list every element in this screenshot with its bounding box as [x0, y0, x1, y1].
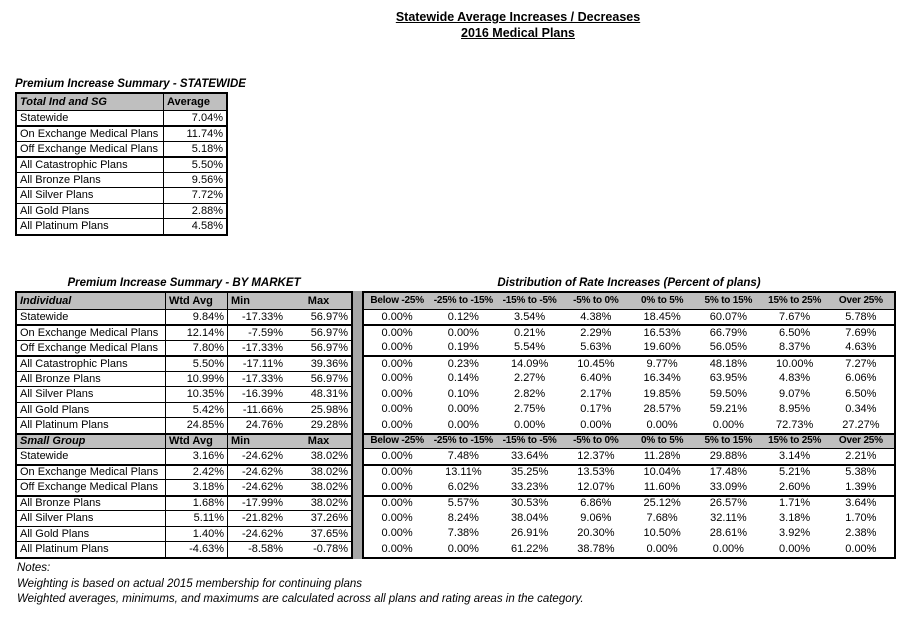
table-row — [17, 541, 351, 557]
row-label: All Gold Plans — [20, 403, 90, 416]
average-cell: Average — [163, 94, 226, 110]
dist-cell: 0.23% — [447, 357, 479, 370]
dist-cell: 27.27% — [842, 418, 880, 431]
dist-cell: 16.53% — [643, 326, 681, 339]
dist-cell: 0.10% — [447, 387, 479, 400]
dist-cell: 5% to 15% — [704, 435, 753, 447]
dist-cell: 7.67% — [779, 310, 811, 323]
dist-cell: 3.14% — [779, 450, 811, 463]
dist-cell: 0.00% — [381, 527, 413, 540]
dist-cell: 6.40% — [580, 372, 612, 385]
table-row — [17, 94, 226, 110]
dist-cell: 0.00% — [381, 466, 413, 479]
table-divider-strip — [353, 291, 362, 559]
dist-cell: -15% to -5% — [502, 294, 557, 306]
dist-cell: 10.04% — [643, 466, 681, 479]
dist-cell: 8.37% — [779, 341, 811, 354]
dist-cell: 0.14% — [447, 372, 479, 385]
row-label: All Catastrophic Plans — [20, 357, 128, 370]
table-row — [17, 526, 351, 542]
table-row — [17, 495, 351, 511]
dist-cell: -5% to 0% — [573, 435, 619, 447]
dist-cell: 0.00% — [381, 310, 413, 323]
wtd-avg-cell: 5.42% — [165, 403, 227, 418]
market-summary-caption: Premium Increase Summary - BY MARKET — [67, 277, 301, 289]
statewide-summary-caption: Premium Increase Summary - STATEWIDE — [15, 78, 246, 90]
dist-cell: 35.25% — [510, 466, 549, 479]
notes-line2: Weighted averages, minimums, and maximums are calculated across all plans and rating areas in the category. — [17, 593, 584, 605]
dist-cell: 0.00% — [381, 511, 413, 524]
table-row — [364, 340, 894, 356]
dist-cell: 0.00% — [381, 341, 413, 354]
row-label: On Exchange Medical Plans — [20, 466, 159, 479]
min-cell: -17.11% — [227, 357, 286, 371]
max-cell: -0.78% — [313, 543, 348, 556]
dist-cell: 7.27% — [845, 357, 877, 370]
max-cell: 56.97% — [310, 326, 348, 339]
max-cell: 37.26% — [310, 512, 348, 525]
dist-cell: 0.00% — [381, 403, 413, 416]
row-label: On Exchange Medical Plans — [20, 127, 159, 140]
min-cell: -17.33% — [227, 341, 286, 356]
dist-cell: 56.05% — [709, 341, 748, 354]
dist-cell: 48.18% — [709, 357, 748, 370]
distribution-caption: Distribution of Rate Increases (Percent of plans) — [497, 277, 761, 289]
max-cell: 39.36% — [310, 357, 348, 370]
row-label: Statewide — [20, 450, 69, 463]
dist-cell: 3.18% — [779, 511, 811, 524]
table-row — [364, 293, 894, 309]
dist-cell: 60.07% — [709, 310, 748, 323]
table-row — [364, 448, 894, 464]
table-row — [364, 526, 894, 542]
table-row — [364, 510, 894, 526]
dist-cell: 0.00% — [381, 450, 413, 463]
dist-cell: 13.53% — [577, 466, 615, 479]
dist-cell: Over 25% — [838, 294, 883, 306]
dist-cell: 1.71% — [779, 497, 811, 510]
dist-cell: 10.45% — [577, 357, 615, 370]
dist-cell: -15% to -5% — [502, 435, 557, 447]
dist-cell: 1.39% — [845, 480, 877, 493]
dist-cell: 9.07% — [779, 387, 811, 400]
table-row — [364, 541, 894, 557]
dist-cell: Over 25% — [838, 435, 883, 447]
dist-cell: 0.00% — [381, 372, 413, 385]
dist-cell: 0.00% — [447, 418, 479, 431]
notes-line1: Weighting is based on actual 2015 membership for continuing plans — [17, 577, 362, 590]
average-cell: 4.58% — [163, 219, 226, 234]
row-label: All Platinum Plans — [20, 419, 109, 432]
min-cell: 24.76% — [227, 418, 286, 433]
dist-cell: 17.48% — [709, 466, 748, 479]
distribution-column — [362, 276, 896, 559]
row-label: All Silver Plans — [20, 512, 94, 525]
table-row — [17, 125, 226, 141]
min-cell: Min — [227, 435, 286, 449]
table-row — [17, 309, 351, 325]
dist-cell: 0.00% — [712, 542, 744, 555]
row-label: All Bronze Plans — [20, 372, 101, 385]
dist-cell: 11.28% — [643, 450, 681, 463]
min-cell: -24.62% — [227, 480, 286, 495]
average-cell: 7.72% — [163, 188, 226, 203]
dist-cell: 28.61% — [709, 527, 748, 540]
table-row — [364, 495, 894, 511]
dist-cell: 5.57% — [447, 497, 479, 510]
dist-cell: 9.77% — [646, 357, 678, 370]
dist-cell: 15% to 25% — [768, 294, 822, 306]
min-cell: -21.82% — [227, 511, 286, 526]
dist-cell: 18.45% — [643, 310, 681, 323]
wtd-avg-cell: 3.18% — [165, 480, 227, 495]
dist-cell: Below -25% — [370, 294, 424, 306]
by-market-section — [15, 276, 896, 559]
notes-block — [17, 561, 584, 608]
dist-cell: 0.00% — [381, 326, 413, 339]
row-label: All Gold Plans — [20, 527, 90, 540]
notes-heading: Notes: — [17, 562, 51, 574]
dist-cell: 0.00% — [381, 357, 413, 370]
dist-cell: 26.57% — [709, 497, 748, 510]
dist-cell: 59.50% — [709, 387, 748, 400]
report-title — [0, 9, 900, 41]
dist-cell: 0.00% — [779, 542, 811, 555]
distribution-table — [362, 291, 896, 559]
dist-cell: -5% to 0% — [573, 294, 619, 306]
dist-cell: 7.38% — [447, 527, 479, 540]
dist-cell: 0% to 5% — [640, 294, 684, 306]
dist-cell: 19.85% — [643, 387, 681, 400]
row-label: All Silver Plans — [20, 388, 94, 401]
dist-cell: 0.00% — [381, 387, 413, 400]
wtd-avg-cell: 24.85% — [165, 418, 227, 433]
dist-cell: 0.00% — [580, 418, 612, 431]
dist-cell: 10.00% — [775, 357, 814, 370]
dist-cell: 6.50% — [779, 326, 811, 339]
max-cell: 56.97% — [310, 372, 348, 385]
max-cell: 37.65% — [310, 527, 348, 540]
dist-cell: 11.60% — [643, 480, 681, 493]
row-label: All Gold Plans — [20, 204, 90, 217]
max-cell: 38.02% — [310, 497, 348, 510]
dist-cell: 0.00% — [447, 403, 479, 416]
dist-cell: 6.86% — [580, 497, 612, 510]
dist-cell: 9.06% — [580, 511, 612, 524]
wtd-avg-cell: 3.16% — [165, 449, 227, 464]
dist-cell: 0% to 5% — [640, 435, 684, 447]
dist-cell: 38.78% — [577, 542, 615, 555]
dist-cell: 6.06% — [845, 372, 877, 385]
min-cell: -24.62% — [227, 449, 286, 464]
table-row — [17, 464, 351, 480]
table-row — [17, 479, 351, 495]
table-row — [17, 324, 351, 340]
wtd-avg-cell: 1.68% — [165, 497, 227, 511]
max-cell: Max — [307, 435, 330, 448]
dist-cell: 30.53% — [510, 497, 549, 510]
table-row — [364, 433, 894, 449]
row-label: Statewide — [20, 111, 69, 124]
dist-cell: 33.09% — [709, 480, 748, 493]
dist-cell: 0.17% — [580, 403, 612, 416]
dist-cell: 2.17% — [580, 387, 612, 400]
row-label: Individual — [20, 294, 72, 307]
dist-cell: 28.57% — [643, 403, 681, 416]
dist-cell: 2.27% — [514, 372, 546, 385]
table-row — [17, 355, 351, 371]
average-cell: 5.18% — [163, 142, 226, 157]
dist-cell: 5.78% — [845, 310, 877, 323]
table-row — [364, 402, 894, 418]
dist-cell: 2.60% — [779, 480, 811, 493]
row-label: All Catastrophic Plans — [20, 158, 128, 171]
wtd-avg-cell: 12.14% — [165, 326, 227, 340]
dist-cell: 32.11% — [710, 511, 747, 524]
dist-cell: 61.22% — [510, 542, 549, 555]
dist-cell: 0.00% — [381, 418, 413, 431]
wtd-avg-cell: 10.35% — [165, 387, 227, 402]
table-row — [364, 355, 894, 371]
dist-cell: 63.95% — [709, 372, 748, 385]
average-cell: 9.56% — [163, 173, 226, 188]
market-summary-column — [15, 276, 353, 559]
table-row — [364, 371, 894, 387]
dist-cell: 5.38% — [845, 466, 877, 479]
wtd-avg-cell: Wtd Avg — [165, 435, 227, 449]
dist-cell: 13.11% — [445, 466, 482, 479]
max-cell: 29.28% — [310, 419, 348, 432]
table-row — [364, 417, 894, 433]
min-cell: -17.33% — [227, 310, 286, 325]
market-summary-table — [15, 291, 353, 559]
min-cell: -24.62% — [227, 466, 286, 480]
dist-cell: -25% to -15% — [433, 294, 494, 306]
wtd-avg-cell: 2.42% — [165, 466, 227, 480]
dist-cell: 0.12% — [447, 310, 479, 323]
dist-cell: 3.54% — [514, 310, 546, 323]
wtd-avg-cell: 1.40% — [165, 527, 227, 542]
table-row — [17, 141, 226, 157]
max-cell: 38.02% — [310, 481, 348, 494]
max-cell: 38.02% — [310, 450, 348, 463]
max-cell: Max — [307, 294, 330, 307]
table-row — [17, 448, 351, 464]
dist-cell: 5.63% — [580, 341, 612, 354]
dist-cell: 2.29% — [580, 326, 612, 339]
min-cell: -17.33% — [227, 372, 286, 387]
max-cell: 56.97% — [310, 341, 348, 354]
dist-cell: 16.34% — [643, 372, 681, 385]
table-row — [17, 172, 226, 188]
dist-cell: 4.63% — [845, 341, 877, 354]
dist-cell: 0.00% — [845, 542, 877, 555]
wtd-avg-cell: 5.11% — [165, 511, 227, 526]
table-row — [364, 386, 894, 402]
average-cell: 7.04% — [163, 111, 226, 126]
dist-cell: 19.60% — [643, 341, 681, 354]
table-row — [17, 402, 351, 418]
wtd-avg-cell: 9.84% — [165, 310, 227, 325]
dist-cell: 0.00% — [381, 480, 413, 493]
dist-cell: 20.30% — [577, 527, 615, 540]
dist-cell: 1.70% — [845, 511, 877, 524]
row-label: Small Group — [20, 435, 86, 448]
dist-cell: 7.68% — [646, 511, 678, 524]
row-label: All Bronze Plans — [20, 173, 101, 186]
dist-cell: Below -25% — [370, 435, 424, 447]
dist-cell: 5.54% — [514, 341, 546, 354]
report-title-line2: 2016 Medical Plans — [461, 26, 575, 40]
row-label: Off Exchange Medical Plans — [20, 341, 158, 354]
row-label: On Exchange Medical Plans — [20, 326, 159, 339]
table-row — [17, 293, 351, 309]
row-label: All Bronze Plans — [20, 497, 101, 510]
dist-cell: -25% to -15% — [433, 435, 494, 447]
dist-cell: 0.19% — [447, 341, 479, 354]
table-row — [17, 433, 351, 449]
table-row — [364, 324, 894, 340]
min-cell: -7.59% — [227, 326, 286, 340]
table-row — [17, 386, 351, 402]
row-label: All Platinum Plans — [20, 220, 109, 233]
table-row — [364, 309, 894, 325]
dist-cell: 0.00% — [381, 542, 413, 555]
dist-cell: 7.69% — [845, 326, 877, 339]
dist-cell: 5% to 15% — [704, 294, 753, 306]
min-cell: -24.62% — [227, 527, 286, 542]
wtd-avg-cell: 7.80% — [165, 341, 227, 356]
dist-cell: 59.21% — [709, 403, 748, 416]
dist-cell: 38.04% — [510, 511, 549, 524]
dist-cell: 72.73% — [775, 418, 814, 431]
dist-cell: 4.38% — [580, 310, 612, 323]
table-row — [17, 340, 351, 356]
dist-cell: 2.82% — [514, 387, 546, 400]
wtd-avg-cell: 5.50% — [165, 357, 227, 371]
min-cell: -8.58% — [227, 542, 286, 557]
min-cell: -17.99% — [227, 497, 286, 511]
table-row — [17, 371, 351, 387]
dist-cell: 3.92% — [779, 527, 811, 540]
dist-cell: 0.00% — [514, 418, 546, 431]
dist-cell: 66.79% — [709, 326, 748, 339]
dist-cell: 14.09% — [510, 357, 549, 370]
row-label: Statewide — [20, 310, 69, 323]
min-cell: Min — [227, 293, 286, 309]
table-row — [364, 479, 894, 495]
dist-cell: 0.34% — [845, 403, 877, 416]
row-label: Off Exchange Medical Plans — [20, 142, 158, 155]
dist-cell: 2.75% — [514, 403, 546, 416]
table-row — [17, 510, 351, 526]
table-row — [17, 218, 226, 234]
table-row — [17, 156, 226, 172]
max-cell: 56.97% — [310, 310, 348, 323]
table-row — [17, 417, 351, 433]
dist-cell: 15% to 25% — [768, 435, 822, 447]
row-label: All Silver Plans — [20, 189, 94, 202]
row-label: All Platinum Plans — [20, 543, 109, 556]
dist-cell: 2.21% — [845, 450, 877, 463]
table-row — [17, 187, 226, 203]
dist-cell: 3.64% — [845, 497, 877, 510]
max-cell: 38.02% — [310, 466, 348, 479]
row-label: Total Ind and SG — [20, 95, 107, 108]
dist-cell: 29.88% — [709, 450, 748, 463]
table-row — [364, 464, 894, 480]
dist-cell: 5.21% — [779, 466, 811, 479]
average-cell: 2.88% — [163, 204, 226, 219]
table-row — [17, 110, 226, 126]
dist-cell: 12.37% — [577, 450, 615, 463]
dist-cell: 4.83% — [779, 372, 811, 385]
average-cell: 11.74% — [163, 127, 226, 141]
min-cell: -11.66% — [227, 403, 286, 418]
dist-cell: 8.24% — [447, 511, 479, 524]
dist-cell: 12.07% — [577, 480, 615, 493]
dist-cell: 0.00% — [646, 418, 678, 431]
dist-cell: 10.50% — [643, 527, 681, 540]
dist-cell: 33.64% — [510, 450, 549, 463]
dist-cell: 7.48% — [447, 450, 479, 463]
dist-cell: 0.00% — [712, 418, 744, 431]
dist-cell: 6.02% — [447, 480, 479, 493]
dist-cell: 0.00% — [447, 542, 479, 555]
table-row — [17, 203, 226, 219]
dist-cell: 33.23% — [510, 480, 549, 493]
statewide-summary-section — [15, 77, 275, 236]
dist-cell: 8.95% — [779, 403, 811, 416]
dist-cell: 26.91% — [510, 527, 549, 540]
row-label: Off Exchange Medical Plans — [20, 481, 158, 494]
max-cell: 25.98% — [310, 403, 348, 416]
dist-cell: 6.50% — [845, 387, 877, 400]
dist-cell: 25.12% — [643, 497, 681, 510]
dist-cell: 0.00% — [447, 326, 479, 339]
wtd-avg-cell: Wtd Avg — [165, 293, 227, 309]
max-cell: 48.31% — [310, 388, 348, 401]
dist-cell: 0.21% — [514, 326, 546, 339]
dist-cell: 0.00% — [381, 497, 413, 510]
report-title-line1: Statewide Average Increases / Decreases — [395, 10, 641, 24]
min-cell: -16.39% — [227, 387, 286, 402]
dist-cell: 2.38% — [845, 527, 877, 540]
wtd-avg-cell: 10.99% — [165, 372, 227, 387]
wtd-avg-cell: -4.63% — [165, 542, 227, 557]
average-cell: 5.50% — [163, 158, 226, 172]
statewide-summary-table — [15, 92, 228, 236]
dist-cell: 0.00% — [646, 542, 678, 555]
